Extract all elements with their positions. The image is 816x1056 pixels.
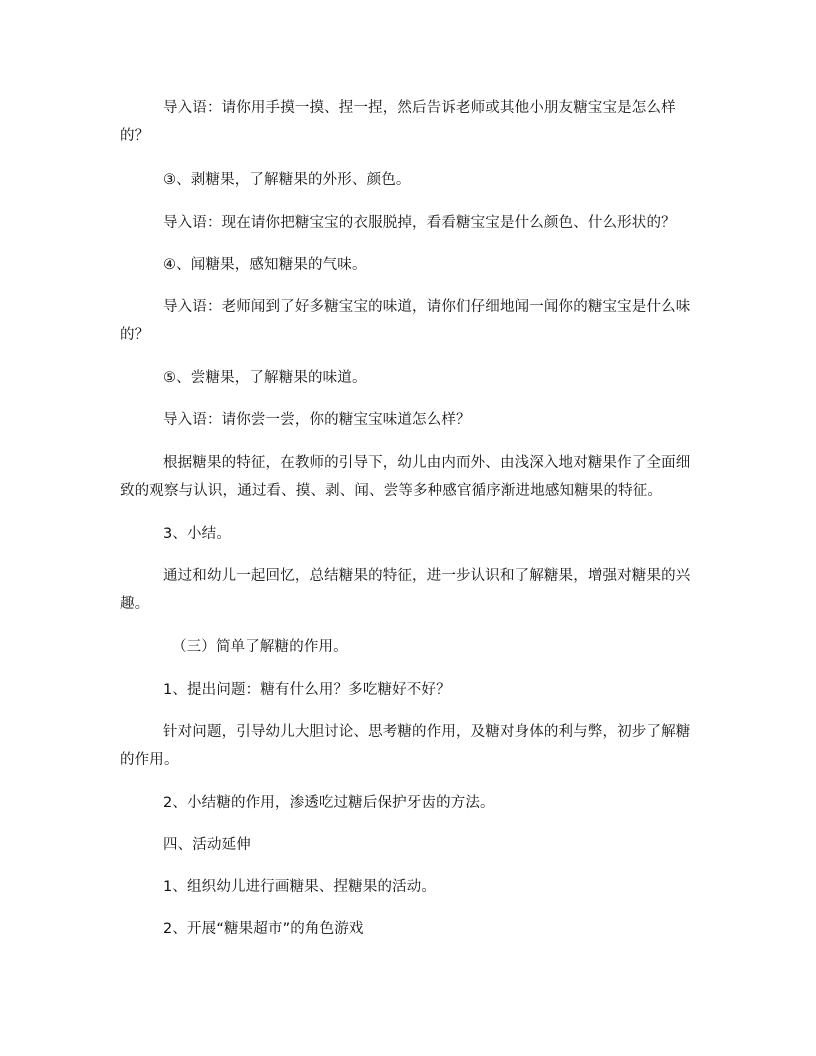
paragraph-intro-peel: 导入语：现在请你把糖宝宝的衣服脱掉，看看糖宝宝是什么颜色、什么形状的？ <box>163 215 676 231</box>
paragraph-question: 1、提出问题：糖有什么用？多吃糖好不好？ <box>163 682 451 698</box>
paragraph-step-taste: ⑤、尝糖果，了解糖果的味道。 <box>163 370 367 386</box>
paragraph-summary-body: 通过和幼儿一起回忆，总结糖果的特征，进一步认识和了解糖果，增强对糖果的兴趣。 <box>120 568 691 612</box>
paragraph-function-summary: 2、小结糖的作用，渗透吃过糖后保护牙齿的方法。 <box>163 795 495 811</box>
paragraph-summary-heading: 3、小结。 <box>163 526 231 542</box>
section-heading-extension: 四、活动延伸 <box>163 837 251 853</box>
paragraph-step-peel: ③、剥糖果，了解糖果的外形、颜色。 <box>163 172 411 188</box>
paragraph-intro-smell: 导入语：老师闻到了好多糖宝宝的味道，请你们仔细地闻一闻你的糖宝宝是什么味的？ <box>120 299 691 343</box>
paragraph-intro-touch: 导入语：请你用手摸一摸、捏一捏，然后告诉老师或其他小朋友糖宝宝是怎么样的？ <box>120 100 676 144</box>
paragraph-step-smell: ④、闻糖果，感知糖果的气味。 <box>163 257 367 273</box>
paragraph-discussion: 针对问题，引导幼儿大胆讨论、思考糖的作用，及糖对身体的利与弊，初步了解糖的作用。 <box>120 724 691 768</box>
paragraph-extension-roleplay: 2、开展“糖果超市”的角色游戏 <box>163 921 364 937</box>
paragraph-intro-taste: 导入语：请你尝一尝，你的糖宝宝味道怎么样？ <box>163 412 471 428</box>
paragraph-observation-summary: 根据糖果的特征，在教师的引导下，幼儿由内而外、由浅深入地对糖果作了全面细致的观察与认识，通过看、摸、剥、闻、尝等多种感官循序渐进地感知糖果的特征。 <box>120 455 691 499</box>
paragraph-extension-drawing: 1、组织幼儿进行画糖果、捏糖果的活动。 <box>163 879 437 895</box>
section-heading-sugar-function: （三）简单了解糖的作用。 <box>172 639 348 655</box>
